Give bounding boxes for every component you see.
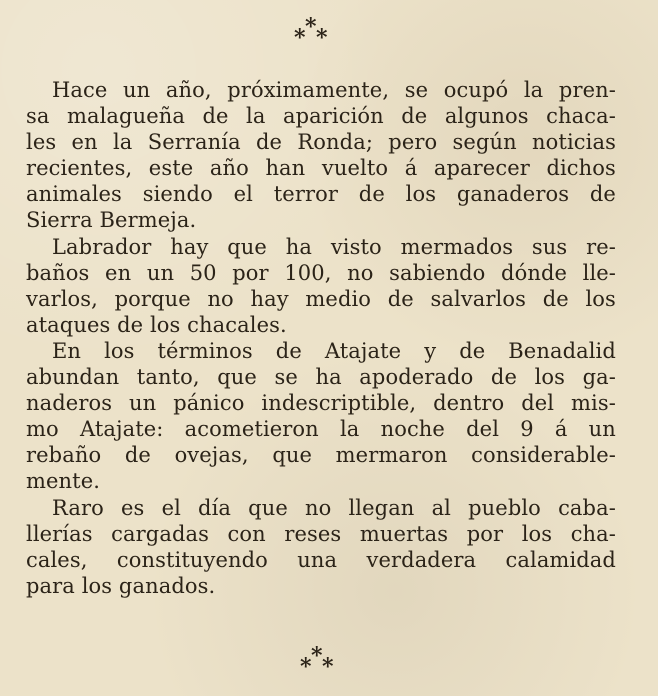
article-word: dichos [546,156,616,181]
asterism-star-top-1: * [305,14,317,40]
article-line [26,442,616,468]
article-word: acometieron [184,417,319,442]
article-word: baños [26,260,90,285]
article-word: salvarlos [430,286,526,311]
article-word: Hace [52,78,108,102]
article-word: sabiendo [389,260,486,285]
article-word: algunos [444,104,529,129]
article-word: de [542,286,569,311]
article-word: chaca- [546,104,616,129]
article-line [26,521,616,547]
article-word: 50 [189,260,217,285]
top-asterism [292,14,332,51]
article-word: ocupó [443,78,509,102]
article-word: á [404,156,418,181]
article-word: aparición [282,104,384,129]
article-word: malagueña [66,104,185,129]
article-word: un [146,260,175,285]
article-word: rebaño [26,443,102,468]
article-word: por [466,521,504,546]
article-line [26,495,616,521]
article-word: hay [250,286,289,311]
article-word: noche [380,417,445,442]
asterism-star-top-2: * [294,25,306,51]
article-word: con [227,521,266,546]
article-word: Atajate: [79,417,164,442]
article-word: próximamente, [227,78,390,102]
article-word: del [521,391,555,416]
article-word: re- [586,234,616,259]
article-word: animales [26,182,122,207]
article-word: pren- [558,78,616,102]
article-word: no [304,495,332,520]
article-word: la [246,104,266,129]
article-line [26,260,616,286]
article-line: ataques de los chacales. [26,312,287,337]
article-word: porque [114,286,191,311]
article-word: mermados [400,234,514,259]
article-word: 9 [520,417,534,442]
article-word: vuelto [321,156,389,181]
article-line [26,338,616,364]
article-word: les [26,130,57,155]
article-word: caba- [558,495,616,520]
article-word: á [554,417,568,442]
article-line [26,155,616,181]
article-word: varlos, [26,286,98,311]
article-word: de [459,338,486,363]
article-word: de [490,365,517,390]
article-line [26,129,616,155]
article-word: que [248,495,288,520]
article-word: de [256,130,283,155]
article-line: para los ganados. [26,573,216,598]
article-word: medio [305,286,372,311]
article-word: los [104,338,135,363]
article-word: de [401,104,428,129]
article-word: Raro [52,495,104,520]
article-word: el [161,495,181,520]
paragraph-atajate-benadalid [26,338,616,495]
article-word: dentro [433,391,505,416]
article-word: Serranía [147,130,241,155]
article-word: mo [26,417,59,442]
article-word: En [52,338,82,363]
article-word: Atajate [324,338,402,363]
article-line: Sierra Bermeja. [26,208,197,233]
article-word: pánico [173,391,245,416]
article-word: términos [157,338,253,363]
article-word: siendo [142,182,213,207]
paragraph-chacales-prensa [26,77,616,234]
article-word: un [123,78,151,102]
news-article [26,77,616,599]
article-word: de [358,182,385,207]
article-line [26,77,616,103]
article-word: han [265,156,306,181]
article-line: mente. [26,469,101,494]
asterism-star-bottom-1: * [311,643,323,669]
paragraph-labrador-rebanos [26,234,616,338]
article-word: los [534,365,565,390]
article-word: que [217,365,257,390]
article-word: llerías [26,521,93,546]
article-word: de [202,104,229,129]
article-word: pero [388,130,438,155]
article-word: según [452,130,517,155]
asterism-star-top-3: * [316,25,328,51]
article-word: del [466,417,500,442]
article-word: de [589,182,616,207]
article-word: de [387,286,414,311]
article-word: pueblo [468,495,541,520]
article-word: lle- [582,260,616,285]
article-word: Benadalid [508,338,616,363]
article-word: indescriptible, [261,391,417,416]
article-line [26,547,616,573]
article-word: Ronda; [297,130,373,155]
article-word: visto [330,234,382,259]
article-word: 100, [284,260,332,285]
article-word: muertas [359,521,449,546]
asterism-star-bottom-2: * [300,654,312,680]
article-word: sa [26,104,50,129]
article-word: terror [273,182,338,207]
article-line [26,364,616,390]
article-word: considerable- [471,443,616,468]
article-word: ga- [582,365,616,390]
article-word: calamidad [505,547,616,572]
article-line [26,286,616,312]
article-word: verdadera [366,547,477,572]
article-word: que [227,234,267,259]
article-word: los [405,182,437,207]
article-word: abundan [26,365,120,390]
article-word: el [233,182,253,207]
article-word: día [198,495,232,520]
article-word: mis- [571,391,616,416]
article-word: ganaderos [456,182,570,207]
asterism-star-bottom-3: * [322,654,334,680]
article-word: un [129,391,157,416]
article-word: se [404,78,429,102]
article-word: los [585,286,616,311]
article-word: sus [531,234,568,259]
article-word: año, [165,78,212,102]
article-word: constituyendo [116,547,268,572]
article-word: apoderado [359,365,474,390]
article-word: este [148,156,194,181]
article-word: un [588,417,616,442]
article-word: la [339,417,360,442]
article-line [26,234,616,260]
article-word: ha [285,234,313,259]
article-word: recientes, [26,156,133,181]
article-word: se [274,365,298,390]
article-word: aparecer [433,156,530,181]
article-word: cales, [26,547,88,572]
article-word: ha [315,365,342,390]
article-word: la [523,78,544,102]
article-word: llegan [348,495,415,520]
article-line [26,416,616,442]
article-word: hay [170,234,209,259]
article-word: de [124,443,151,468]
article-word: por [232,260,269,285]
article-line [26,390,616,416]
article-word: en [105,260,132,285]
article-word: dónde [501,260,568,285]
article-word: los [521,521,553,546]
article-word: cargadas [111,521,209,546]
article-line [26,103,616,129]
article-word: de [275,338,302,363]
article-word: noticias [532,130,616,155]
article-word: la [112,130,133,155]
article-word: no [207,286,234,311]
article-word: año [209,156,249,181]
article-word: y [424,338,437,363]
article-word: que [272,443,313,468]
article-word: en [71,130,98,155]
article-word: tanto, [136,365,200,390]
article-word: ovejas, [174,443,249,468]
article-word: no [347,260,374,285]
article-word: es [121,495,145,520]
article-word: naderos [26,391,113,416]
bottom-asterism [298,643,338,680]
article-word: mermaron [335,443,448,468]
article-word: al [431,495,451,520]
article-word: reses [284,521,342,546]
paragraph-caballerias-reses [26,495,616,599]
article-word: cha- [570,521,616,546]
article-word: Labrador [52,234,152,259]
article-line [26,181,616,207]
article-word: una [297,547,338,572]
